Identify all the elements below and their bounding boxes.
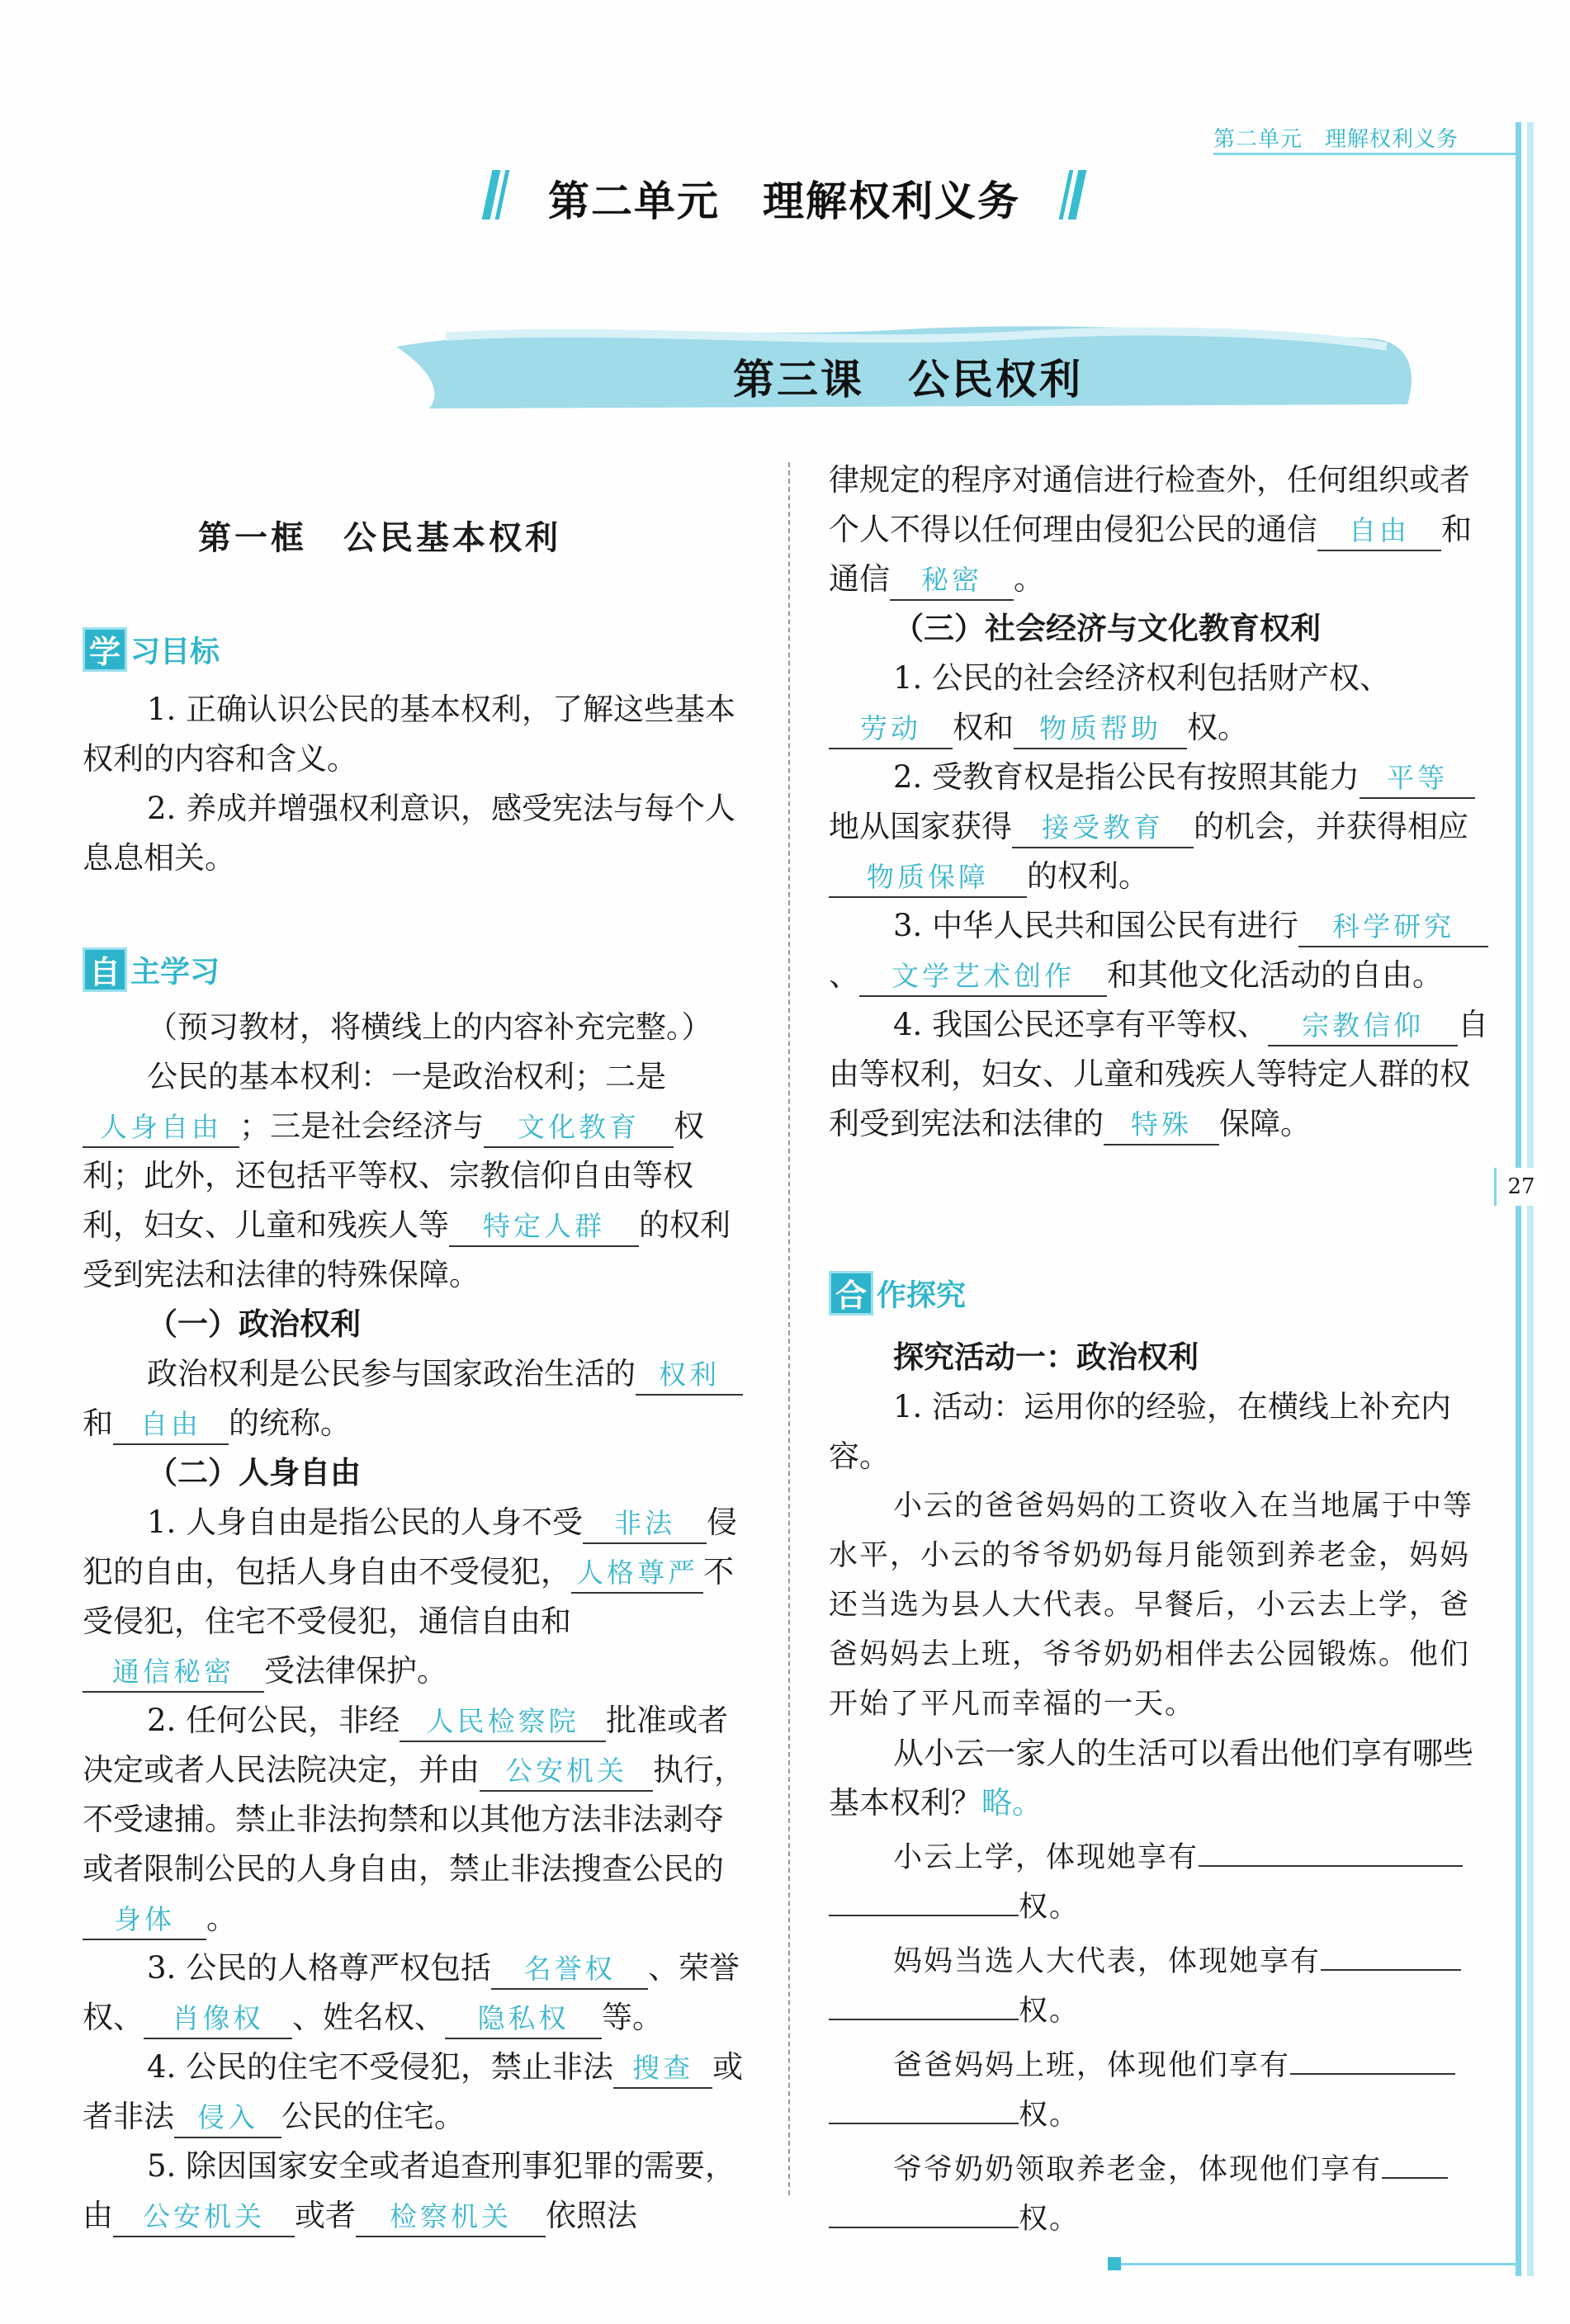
blank-answer: 自由 — [1317, 512, 1441, 551]
lesson-banner — [396, 314, 1420, 421]
section-coop — [829, 1271, 966, 1319]
activity-instruction: 1. 活动：运用你的经验，在横线上补充内容。 — [829, 1389, 1452, 1474]
blank-answer: 物质帮助 — [1014, 710, 1187, 749]
section-goals-badge: 学 — [83, 627, 127, 672]
socio-item-3: 3. 中华人民共和国公民有进行 科学研究、 文学艺术创作 和其他文化活动的自由。 — [829, 901, 1493, 1000]
unit-title-banner — [487, 165, 1081, 224]
fill-item-2: 妈妈当选人大代表，体现她享有 — [829, 1937, 1493, 1986]
frame-title: 第一框 公民基本权利 — [198, 519, 561, 557]
right-column-text — [829, 456, 1493, 1149]
blank-answer: 文化教育 — [484, 1108, 674, 1148]
communication-paragraph: 律规定的程序对通信进行检查外，任何组织或者个人不得以任何理由侵犯公民的通信 自由 和通信 秘密 。 — [829, 456, 1493, 604]
fill-item-3: 爸爸妈妈上班，体现他们享有 — [829, 2041, 1493, 2090]
personal-item-2: 2. 任何公民，非经 人民检察院 批准或者决定或者人民法院决定，并由 公安机关 执行，不受逮捕。禁止非法拘禁和以其他方法非法剥夺或者限制公民的人身自由，禁止非法搜查公民的身体 。 — [83, 1696, 751, 1944]
section-coop-badge: 合 — [829, 1271, 873, 1316]
socio-item-2: 2. 受教育权是指公民有按照其能力 平等地从国家获得 接受教育 的机会，并获得相应物质保障 的权利。 — [829, 753, 1493, 901]
goal-1: 1. 正确认识公民的基本权利，了解这些基本权利的内容和含义。 — [83, 692, 736, 777]
activity-title: 探究活动一：政治权利 — [893, 1339, 1199, 1375]
running-head-rule — [1213, 153, 1517, 155]
blank-answer: 肖像权 — [144, 2000, 292, 2039]
blank-answer: 权利 — [636, 1356, 743, 1396]
fill-item-2-end: 权。 — [829, 1986, 1493, 2036]
blank-answer: 通信秘密 — [83, 1653, 264, 1693]
blank-answer: 公安机关 — [480, 1752, 653, 1792]
blank-answer: 人身自由 — [83, 1108, 239, 1148]
blank-answer: 自由 — [113, 1405, 229, 1445]
running-head: 第二单元 理解权利义务 — [1213, 127, 1459, 152]
question: 从小云一家人的生活可以看出他们享有哪些基本权利？略。 — [829, 1736, 1473, 1821]
blank-line[interactable] — [829, 2019, 1019, 2020]
blank-answer: 身体 — [83, 1901, 206, 1940]
personal-item-1: 1. 人身自由是指公民的人身不受 非法 侵犯的自由，包括人身自由不受侵犯， 人格尊严 不受侵犯，住宅不受侵犯，通信自由和通信秘密 受法律保护。 — [83, 1498, 751, 1696]
blank-answer: 名誉权 — [491, 1950, 648, 1990]
blank-answer: 科学研究 — [1298, 908, 1488, 947]
blank-line[interactable] — [829, 2227, 1019, 2228]
blank-answer: 特定人群 — [449, 1207, 639, 1247]
section-self-study-label: 主学习 — [130, 955, 220, 990]
socio-item-1: 1. 公民的社会经济权利包括财产权、劳动 权和 物质帮助 权。 — [829, 654, 1493, 753]
blank-answer: 侵入 — [174, 2099, 281, 2138]
political-paragraph: 政治权利是公民参与国家政治生活的 权利和 自由 的统称。 — [83, 1349, 751, 1448]
story-paragraph: 小云的爸爸妈妈的工资收入在当地属于中等水平，小云的爷爷奶奶每月能领到养老金，妈妈还当选为县人大代表。早餐后，小云去上学，爸爸妈妈去上班，爷爷奶奶相伴去公园锻炼。他们开始了平凡而幸福的一天。 — [829, 1490, 1474, 1721]
goal-2: 2. 养成并增强权利意识，感受宪法与每个人息息相关。 — [83, 791, 736, 876]
fill-item-4-end: 权。 — [829, 2194, 1493, 2244]
question-answer: 略。 — [981, 1785, 1043, 1821]
blank-answer: 检察机关 — [356, 2198, 546, 2237]
blank-answer: 接受教育 — [1012, 809, 1194, 848]
section-goals-label: 习目标 — [130, 635, 220, 669]
blank-line[interactable] — [1321, 1969, 1461, 1971]
blank-answer: 平等 — [1360, 759, 1475, 799]
blank-answer: 人民检察院 — [400, 1703, 606, 1742]
blank-line[interactable] — [1199, 1865, 1463, 1867]
bottom-rule — [1121, 2263, 1517, 2265]
personal-item-4: 4. 公民的住宅不受侵犯，禁止非法 搜查 或者非法 侵入 公民的住宅。 — [83, 2043, 751, 2142]
heading-personal-freedom: （二）人身自由 — [147, 1455, 361, 1490]
heading-political: （一）政治权利 — [147, 1306, 361, 1342]
column-divider — [788, 462, 790, 2195]
self-study-text — [83, 1003, 751, 2241]
blank-line[interactable] — [1382, 2177, 1448, 2179]
personal-item-3: 3. 公民的人格尊严权包括 名誉权 、荣誉权、 肖像权 、姓名权、 隐私权 等。 — [83, 1944, 751, 2043]
heading-socioeconomic: （三）社会经济与文化教育权利 — [893, 611, 1321, 646]
blank-answer: 搜查 — [613, 2049, 712, 2089]
fill-item-4: 爷爷奶奶领取养老金，体现他们享有 — [829, 2145, 1493, 2194]
page-number: 27 — [1494, 1168, 1546, 1206]
blank-answer: 物质保障 — [829, 858, 1027, 898]
blank-answer: 非法 — [583, 1504, 707, 1544]
blank-line[interactable] — [829, 1915, 1019, 1916]
blank-answer: 劳动 — [829, 710, 953, 749]
blank-answer: 隐私权 — [445, 2000, 602, 2039]
blank-line[interactable] — [829, 2123, 1019, 2124]
blank-answer: 人格尊严 — [571, 1554, 703, 1594]
socio-item-4: 4. 我国公民还享有平等权、 宗教信仰 自由等权利，妇女、儿童和残疾人等特定人群的权利受到宪法和法律的 特殊 保障。 — [829, 1000, 1493, 1149]
section-self-study — [83, 947, 220, 995]
fill-item-1-end: 权。 — [829, 1882, 1493, 1932]
section-self-study-badge: 自 — [83, 947, 127, 992]
lesson-title: 第三课 公民权利 — [733, 356, 1083, 404]
personal-item-5: 5. 除因国家安全或者追查刑事犯罪的需要，由 公安机关 或者 检察机关 依照法 — [83, 2142, 751, 2241]
corner-square — [1108, 2257, 1121, 2270]
fill-item-3-end: 权。 — [829, 2090, 1493, 2140]
fill-item-1: 小云上学，体现她享有 — [829, 1833, 1493, 1882]
study-hint: （预习教材，将横线上的内容补充完整。） — [147, 1009, 712, 1045]
intro-paragraph: 公民的基本权利：一是政治权利；二是人身自由 ；三是社会经济与 文化教育 权利；此外，还包括平等权、宗教信仰自由等权利，妇女、儿童和残疾人等 特定人群 的权利受到宪法和法律的特殊保障。 — [83, 1059, 731, 1292]
blank-answer: 公安机关 — [113, 2198, 295, 2237]
blank-answer: 特殊 — [1104, 1106, 1219, 1145]
section-coop-label: 作探究 — [877, 1278, 967, 1313]
blank-answer: 宗教信仰 — [1268, 1007, 1458, 1046]
goals-text — [83, 685, 751, 883]
section-goals — [83, 627, 220, 675]
unit-title: 第二单元 理解权利义务 — [548, 177, 1020, 225]
blank-line[interactable] — [1290, 2073, 1455, 2075]
coop-text — [829, 1333, 1493, 2244]
blank-answer: 秘密 — [890, 561, 1014, 601]
blank-answer: 文学艺术创作 — [859, 957, 1107, 997]
